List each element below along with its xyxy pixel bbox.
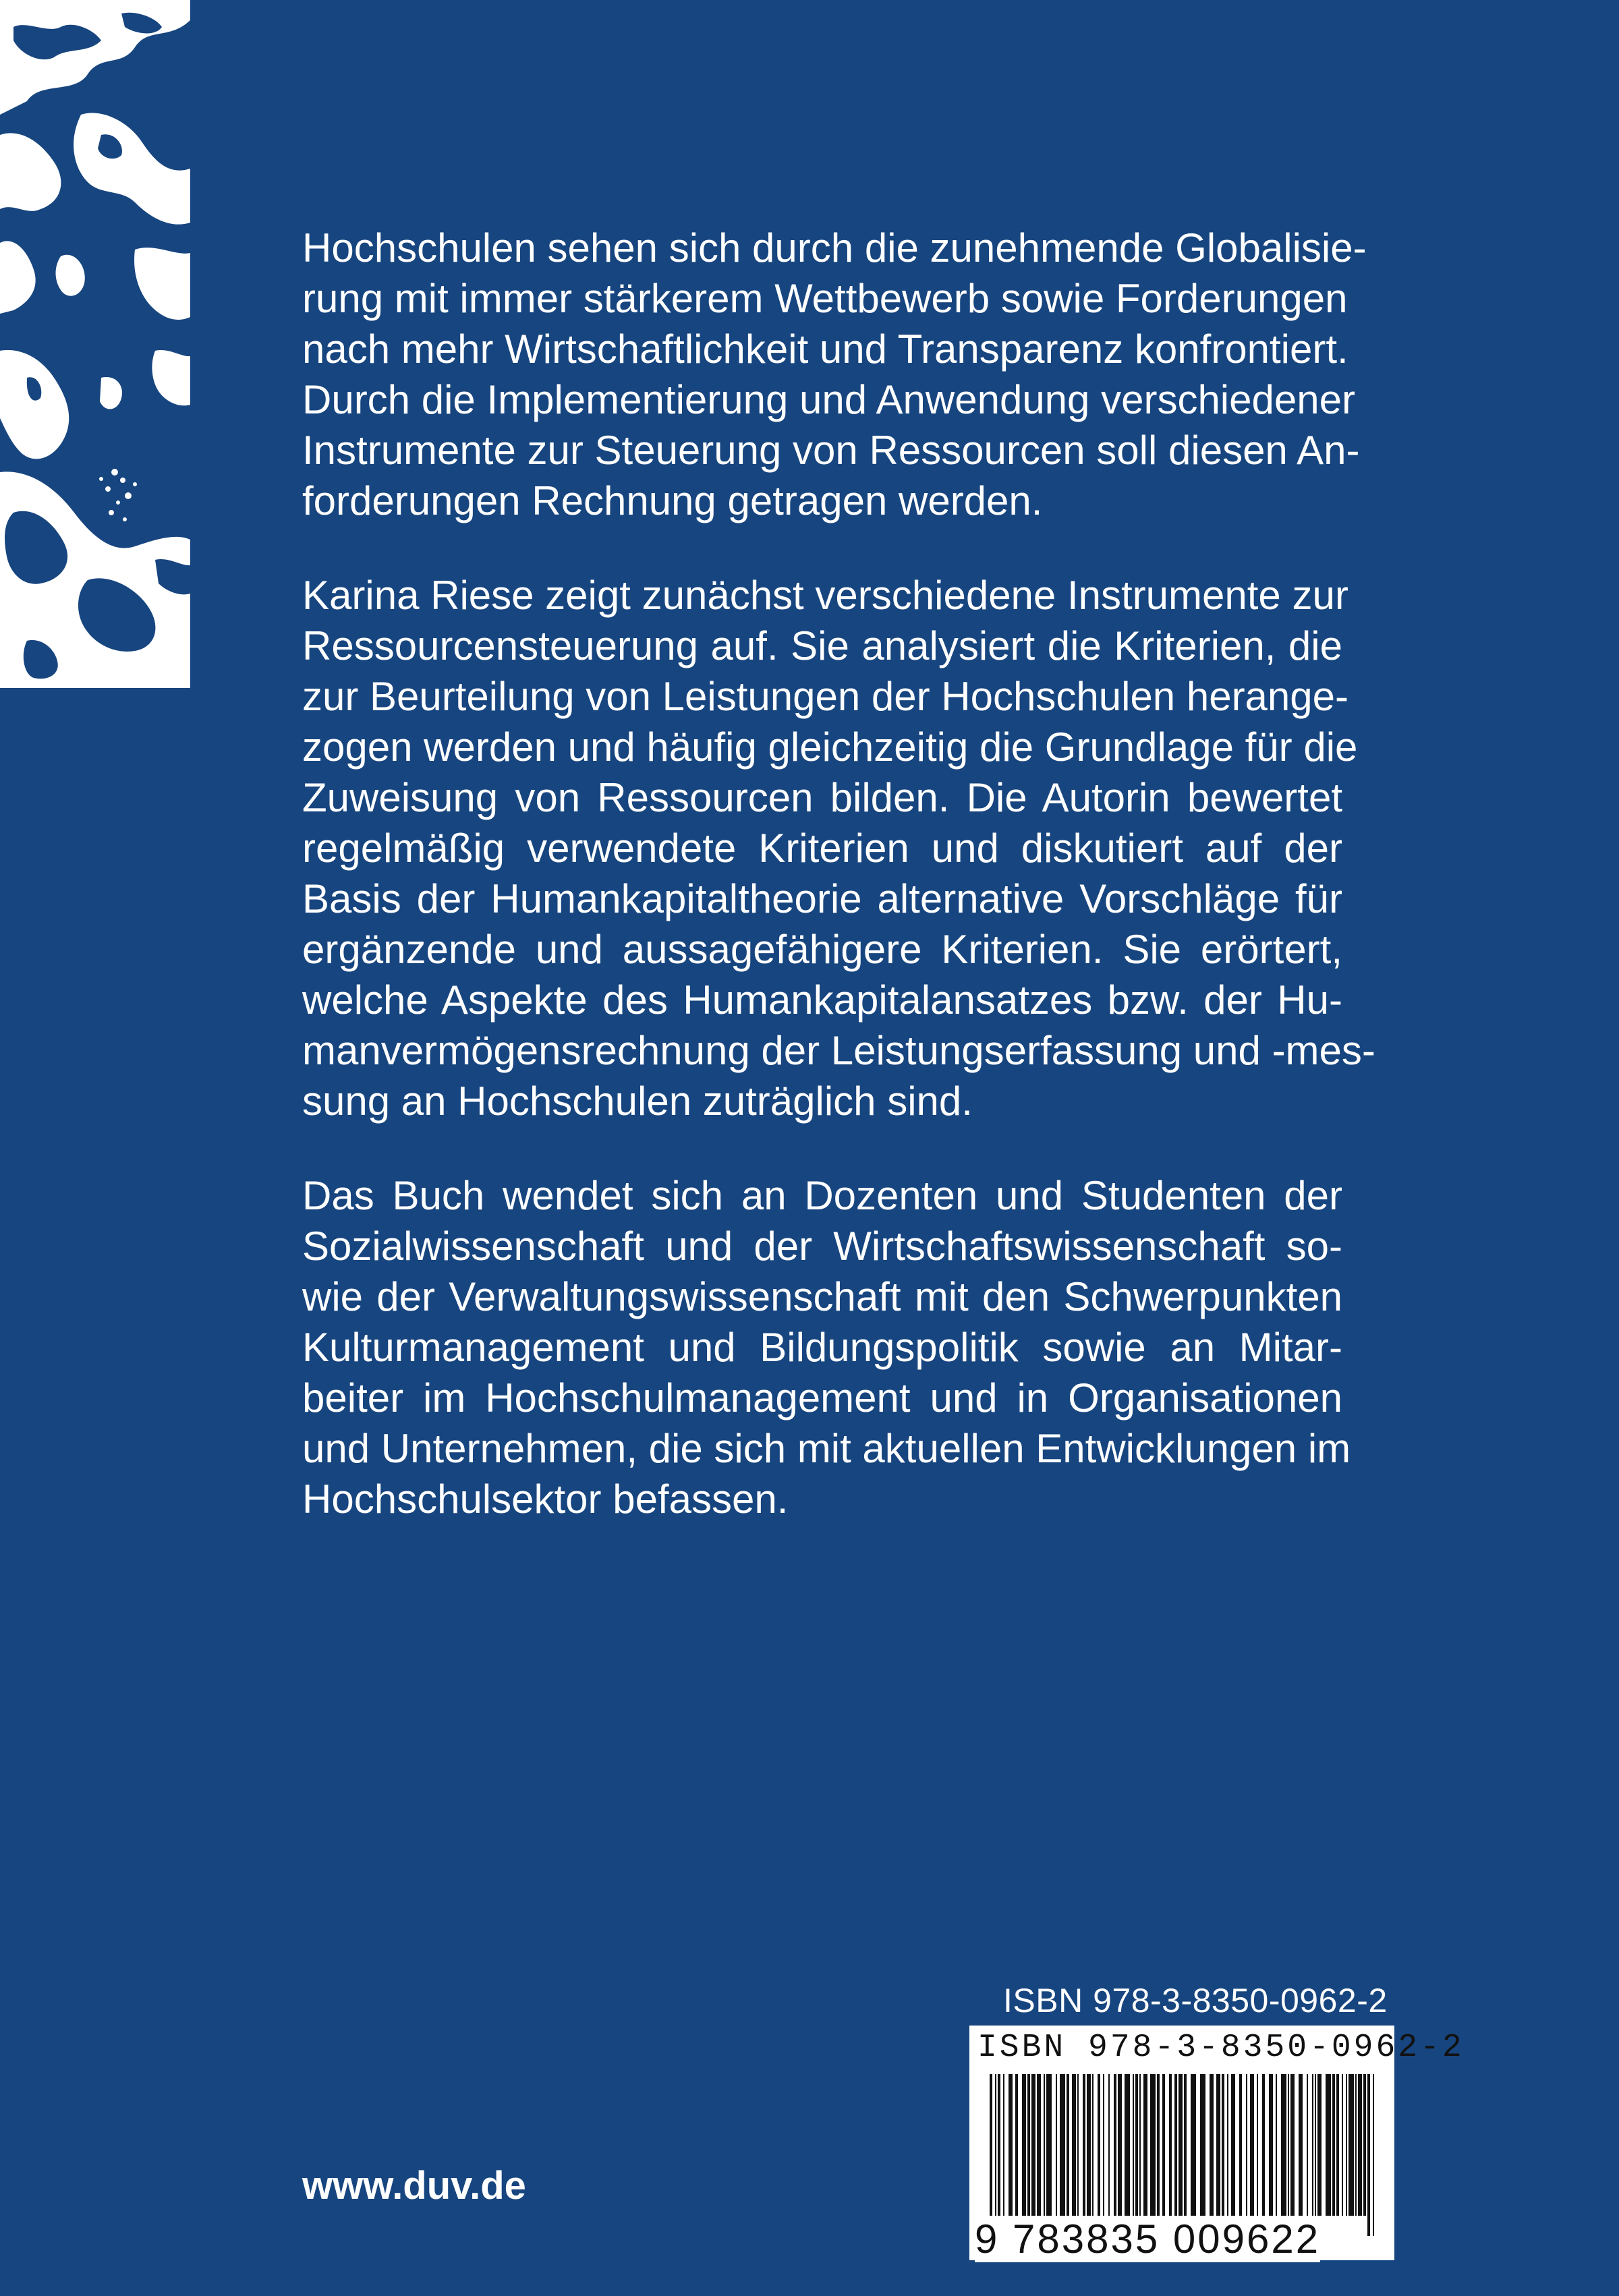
text-line: Sozialwissenschaft und der Wirtschaftswissenschaft so- (302, 1224, 1342, 1269)
barcode-bar (1358, 2074, 1362, 2216)
barcode-bar (1162, 2074, 1165, 2216)
isbn-label: ISBN 978-3-8350-0962-2 (1003, 1982, 1388, 2019)
barcode-bar (1276, 2074, 1277, 2216)
barcode-bar (1307, 2074, 1308, 2216)
barcode-bar (1348, 2074, 1354, 2216)
text-line: manvermögensrechnung der Leistungserfassung und -mes- (302, 1028, 1375, 1073)
barcode-bar (1022, 2074, 1026, 2216)
barcode-bar (1342, 2074, 1343, 2216)
barcode-bar (1332, 2074, 1335, 2216)
text-line: und Unternehmen, die sich mit aktuellen Entwicklungen im (302, 1426, 1351, 1471)
barcode-bar (990, 2074, 992, 2236)
barcode-bar (1184, 2074, 1187, 2236)
barcode-bar (1092, 2074, 1093, 2216)
barcode-bar (1299, 2074, 1303, 2216)
barcode-bar (1125, 2074, 1130, 2216)
barcode-bar (1044, 2074, 1045, 2216)
text-line: Das Buch wendet sich an Dozenten und Studenten der (302, 1173, 1342, 1218)
blurb-text (302, 223, 1375, 1568)
text-line: regelmäßig verwendete Kriterien und diskutiert auf der (302, 826, 1342, 871)
barcode-bar (1027, 2074, 1030, 2216)
barcode-bar (1174, 2074, 1177, 2216)
barcode-bar (1315, 2074, 1316, 2216)
barcode-bar (1009, 2074, 1013, 2216)
text-line: Ressourcensteuerung auf. Sie analysiert die Kriterien, die (302, 623, 1342, 668)
barcode-bar (1056, 2074, 1057, 2216)
barcode-bar (1200, 2074, 1205, 2216)
barcode-bar (1367, 2074, 1370, 2236)
barcode-bar (1250, 2074, 1254, 2216)
barcode-bar (1031, 2074, 1035, 2216)
barcode-bar (1015, 2074, 1018, 2216)
barcode-bar (1067, 2074, 1069, 2216)
barcode-bar (1077, 2074, 1079, 2216)
barcode-bar (1098, 2074, 1100, 2216)
text-line: zogen werden und häufig gleichzeitig die Grundlage für die (302, 724, 1358, 770)
text-line: Hochschulen sehen sich durch die zunehmende Globalisie- (302, 225, 1367, 270)
barcode-bar (1222, 2074, 1224, 2216)
barcode-bar (1239, 2074, 1242, 2216)
barcode-bar (1143, 2074, 1147, 2216)
barcode-digits: 9 783835 009622 (975, 2216, 1321, 2262)
text-line: Instrumente zur Steuerung von Ressourcen soll diesen An- (302, 428, 1360, 473)
barcode-bar (1262, 2074, 1265, 2216)
barcode-bar (1157, 2074, 1160, 2216)
barcode-bar (1231, 2074, 1235, 2216)
barcode-bar (1336, 2074, 1339, 2216)
text-line: nach mehr Wirtschaftlichkeit und Transparenz konfrontiert. (302, 326, 1348, 372)
blurb-paragraph-3 (302, 1170, 1351, 1524)
globe-map-graphic (0, 0, 190, 688)
barcode-bar (1281, 2074, 1286, 2216)
publisher-website[interactable]: www.duv.de (302, 2164, 526, 2208)
barcode-bar (1355, 2074, 1357, 2216)
barcode-bar (1191, 2074, 1196, 2216)
barcode-bar (1363, 2074, 1366, 2216)
text-line: Hochschulsektor befassen. (302, 1476, 789, 1522)
barcode-bar (1317, 2074, 1322, 2216)
barcode-bar (1114, 2074, 1116, 2216)
text-line: zur Beurteilung von Leistungen der Hochschulen herange- (302, 674, 1349, 719)
barcode-bar (1373, 2074, 1374, 2236)
barcode-icon (969, 2026, 1465, 2262)
barcode-bar (1150, 2074, 1156, 2216)
barcode-bar (1288, 2074, 1289, 2216)
text-line: Zuweisung von Ressourcen bilden. Die Autorin bewertet (302, 775, 1342, 820)
text-line: welche Aspekte des Humankapitalansatzes bzw. der Hu- (302, 977, 1342, 1023)
barcode-bar (1312, 2074, 1313, 2216)
barcode-bar (1083, 2074, 1085, 2216)
text-line: Karina Riese zeigt zunächst verschiedene Instrumente zur (302, 573, 1348, 618)
barcode-bar (1046, 2074, 1052, 2216)
barcode-bar (995, 2074, 996, 2236)
barcode-bar (1103, 2074, 1104, 2216)
barcode-bar (1178, 2074, 1183, 2236)
text-line: Kulturmanagement und Bildungspolitik sowie an Mitar- (302, 1325, 1342, 1370)
barcode-bar (1133, 2074, 1134, 2216)
blurb-paragraph-2 (302, 570, 1375, 1126)
barcode-bar (1003, 2074, 1004, 2216)
barcode-bar (1060, 2074, 1065, 2216)
barcode-bar (1108, 2074, 1110, 2216)
text-line: rung mit immer stärkerem Wettbewerb sowie Forderungen (302, 276, 1348, 321)
text-line: sung an Hochschulen zuträglich sind. (302, 1079, 973, 1124)
text-line: wie der Verwaltungswissenschaft mit den Schwerpunkten (302, 1274, 1342, 1319)
barcode-bar (1227, 2074, 1228, 2216)
barcode-bar (1326, 2074, 1331, 2216)
barcode-bar (1346, 2074, 1347, 2216)
barcode-bar (1246, 2074, 1247, 2216)
barcode-bar (1135, 2074, 1138, 2216)
barcode-bar (1216, 2074, 1220, 2216)
text-line: ergänzende und aussagefähigere Kriterien. Sie erörtert, (302, 927, 1342, 972)
blurb-paragraph-1 (302, 223, 1367, 526)
text-line: Durch die Implementierung und Anwendung verschiedener (302, 377, 1355, 422)
barcode-bar (1072, 2074, 1076, 2216)
isbn-ocr-line: ISBN 978-3-8350-0962-2 (977, 2030, 1465, 2066)
text-line: beiter im Hochschulmanagement und in Organisationen (302, 1375, 1342, 1420)
barcode-bar (1257, 2074, 1258, 2216)
barcode-bar (1139, 2074, 1141, 2216)
barcode-bar (1210, 2074, 1214, 2216)
barcode-bar (998, 2074, 1000, 2216)
barcode-bar (1087, 2074, 1091, 2216)
barcode-bar (1269, 2074, 1273, 2216)
text-line: forderungen Rechnung getragen werden. (302, 478, 1043, 523)
barcode-bar (1037, 2074, 1041, 2216)
barcode-bar (1169, 2074, 1172, 2216)
barcode-bar (1290, 2074, 1295, 2216)
barcode-bar (1118, 2074, 1122, 2216)
text-line: Basis der Humankapitaltheorie alternative Vorschläge für (302, 876, 1342, 921)
